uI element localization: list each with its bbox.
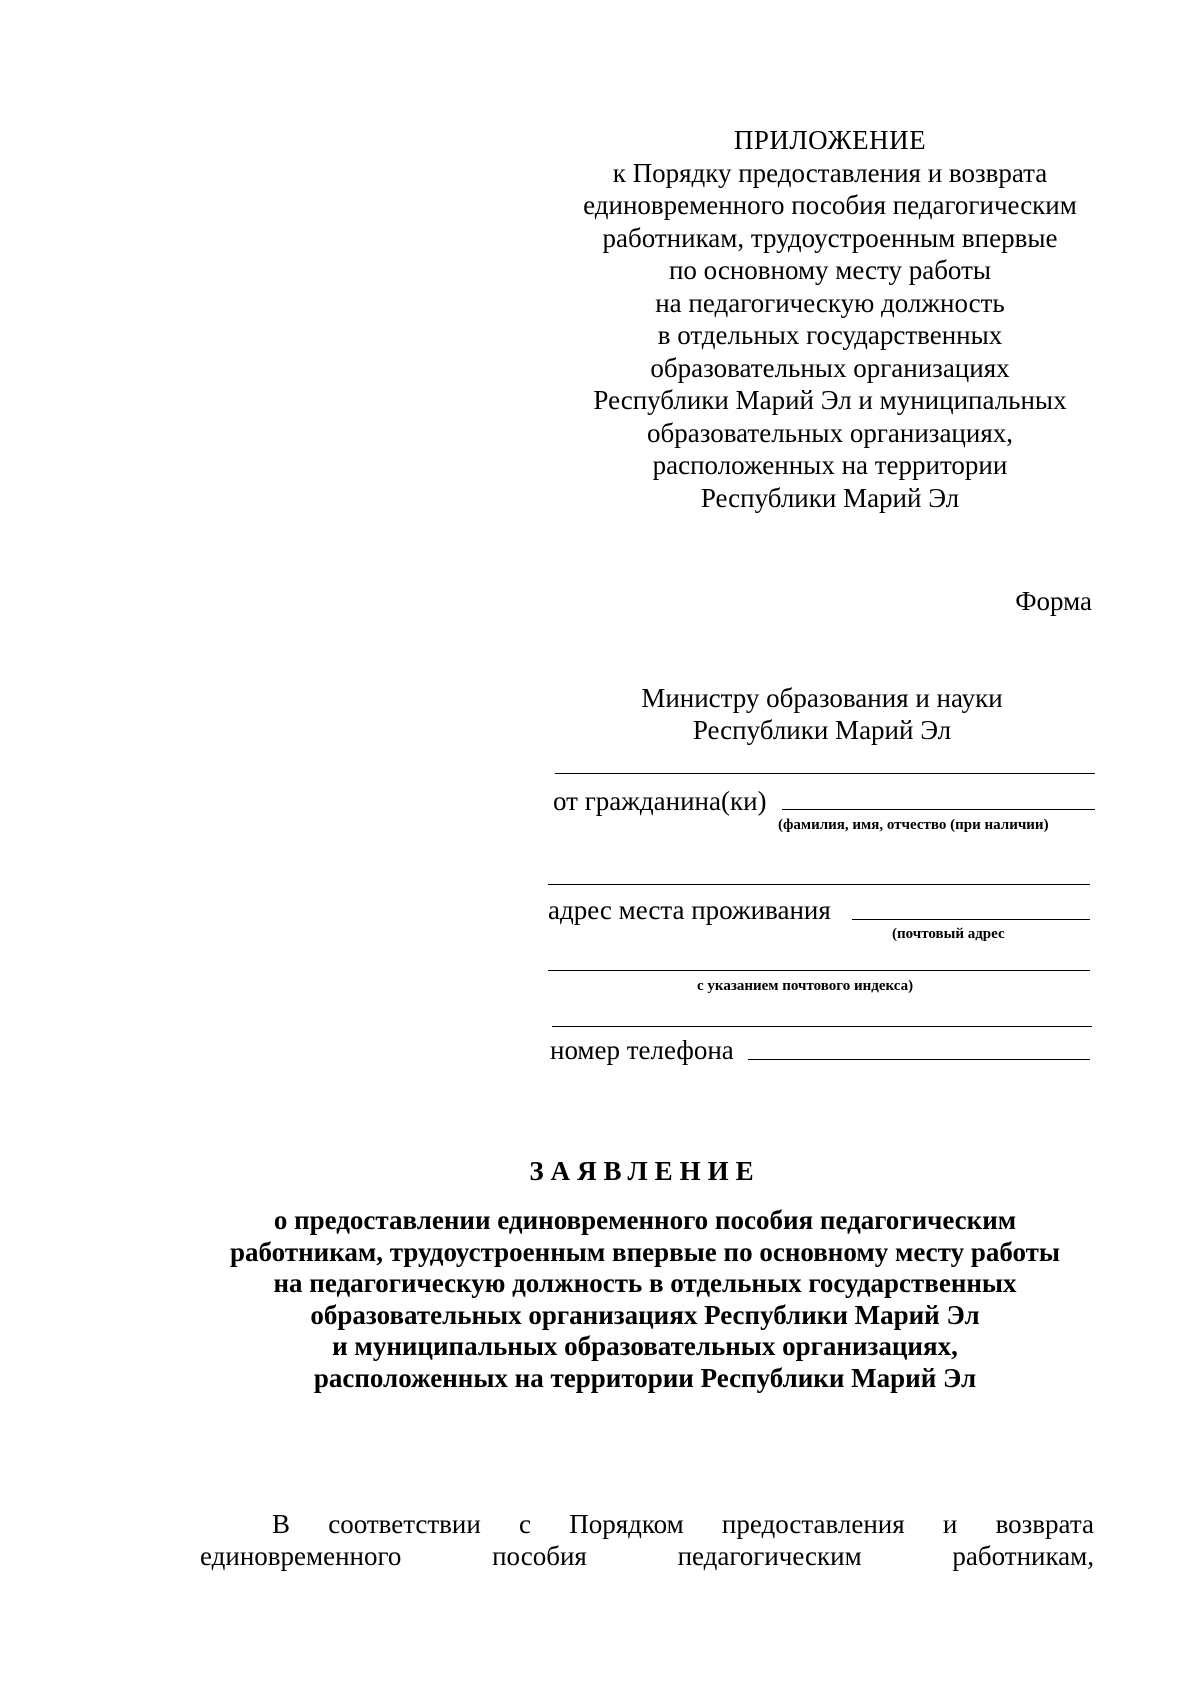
blank-line[interactable] [552, 1026, 1092, 1027]
address-line[interactable] [852, 919, 1090, 920]
blank-line[interactable] [555, 773, 1095, 774]
statement-title: ЗАЯВЛЕНИЕ [529, 1156, 761, 1186]
address-label: адрес места проживания [548, 895, 831, 925]
statement-subtitle-line: о предоставлении единовременного пособия педагогическим [273, 1205, 1017, 1235]
appendix-line: в отдельных государственных [657, 320, 1003, 350]
body-word: предоставления [721, 1509, 905, 1539]
appendix-line: образовательных организациях [650, 352, 1010, 383]
blank-line[interactable] [548, 884, 1090, 885]
appendix-line: к Порядку предоставления и возврата [612, 157, 1048, 188]
addressee-block [550, 682, 1094, 746]
body-word: работникам, [952, 1541, 1094, 1571]
statement-subtitle-line: образовательных организациях Республики Марий Эл [310, 1299, 980, 1330]
body-word: педагогическим [677, 1541, 862, 1571]
body-word: Порядком [569, 1509, 684, 1539]
form-label: Форма [1015, 586, 1092, 616]
appendix-title: ПРИЛОЖЕНИЕ [733, 125, 927, 155]
body-paragraph-line-1 [272, 1508, 1094, 1540]
body-word: В [272, 1509, 291, 1539]
body-word: возврата [995, 1509, 1094, 1539]
statement-subtitle-line: расположенных на территории Республики Марий Эл [313, 1362, 977, 1393]
body-word: соответствии [328, 1509, 481, 1539]
address-hint-2: с указанием почтового индекса) [697, 978, 914, 994]
phone-label: номер телефона [550, 1035, 734, 1065]
addressee-line: Министру образования и науки [641, 683, 1003, 713]
statement-subtitle-line: работникам, трудоустроенным впервые по основному месту работы [230, 1236, 1060, 1267]
citizen-hint: (фамилия, имя, отчество (при наличии) [778, 817, 1049, 833]
body-word: и [942, 1509, 958, 1539]
body-paragraph-line-2 [200, 1540, 1094, 1572]
appendix-line: на педагогическую должность [655, 287, 1005, 318]
citizen-name-line[interactable] [782, 809, 1095, 810]
statement-subtitle-line: на педагогическую должность в отдельных государственных [273, 1268, 1017, 1298]
statement-subtitle [160, 1205, 1130, 1394]
appendix-line: расположенных на территории [652, 450, 1008, 480]
appendix-line: по основному месту работы [668, 255, 992, 285]
body-word: единовременного [200, 1541, 402, 1571]
appendix-line: образовательных организациях, [647, 417, 1013, 448]
statement-subtitle-line: и муниципальных образовательных организациях, [332, 1331, 958, 1361]
addressee-line: Республики Марий Эл [692, 715, 952, 745]
phone-line[interactable] [748, 1059, 1090, 1060]
address-line-2[interactable] [548, 970, 1090, 971]
appendix-line: Республики Марий Эл и муниципальных [593, 385, 1067, 415]
appendix-line: работникам, трудоустроенным впервые [602, 222, 1058, 253]
body-word: с [519, 1509, 531, 1539]
appendix-line: единовременного пособия педагогическим [583, 190, 1077, 220]
citizen-label: от гражданина(ки) [553, 786, 767, 816]
appendix-header [570, 124, 1090, 514]
address-hint: (почтовый адрес [892, 926, 1005, 942]
appendix-line: Республики Марий Эл [700, 482, 960, 513]
body-word: пособия [492, 1541, 587, 1571]
